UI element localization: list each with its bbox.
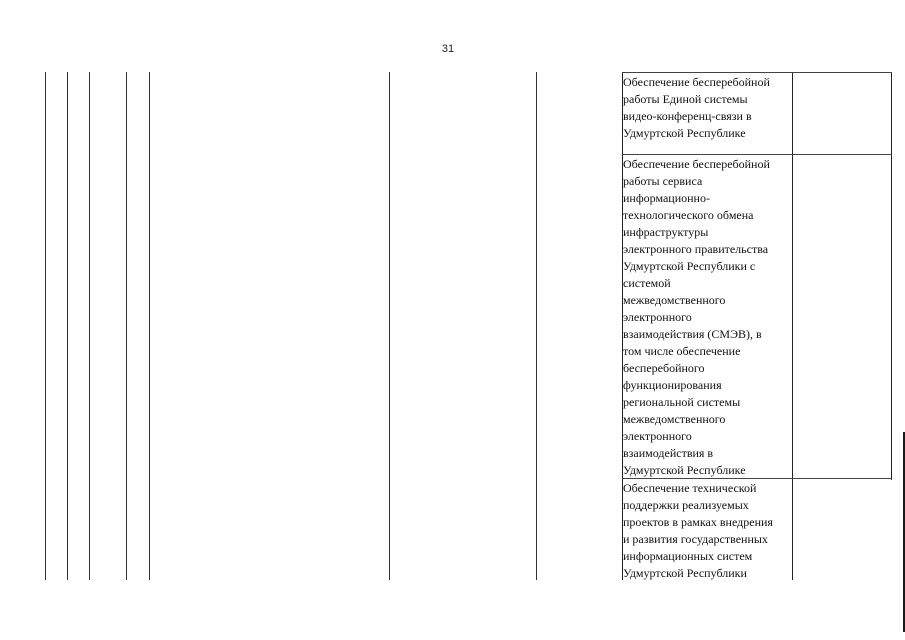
table-row-2-text: Обеспечение бесперебойной работы сервиса информационно- технологического обмена инфраструктуры электронного правительства Удмуртской Республики с системой межведомственного электронного взаимодействия (СМЭВ), в том числе обеспечение бесперебойного функционирования региональной системы межведомственного электронного взаимодействия в Удмуртской Республике: [623, 157, 770, 477]
column-rule: [149, 72, 150, 580]
column-rule: [45, 72, 46, 580]
column-rule: [89, 72, 90, 580]
table-frame-right: [891, 72, 892, 480]
table-frame-middle: [792, 72, 793, 580]
table-row-3-text: Обеспечение технической поддержки реализуемых проектов в рамках внедрения и развития государственных информационных систем Удмуртской Республики: [623, 481, 773, 580]
column-rule: [67, 72, 68, 580]
column-rule: [389, 72, 390, 580]
row-divider: [622, 154, 892, 155]
row-divider: [622, 72, 892, 73]
column-rule: [126, 72, 127, 580]
column-rule: [536, 72, 537, 580]
table-row-1-text: Обеспечение бесперебойной работы Единой системы видео-конференц-связи в Удмуртской Республике: [623, 75, 770, 140]
page-number: 31: [441, 43, 455, 55]
